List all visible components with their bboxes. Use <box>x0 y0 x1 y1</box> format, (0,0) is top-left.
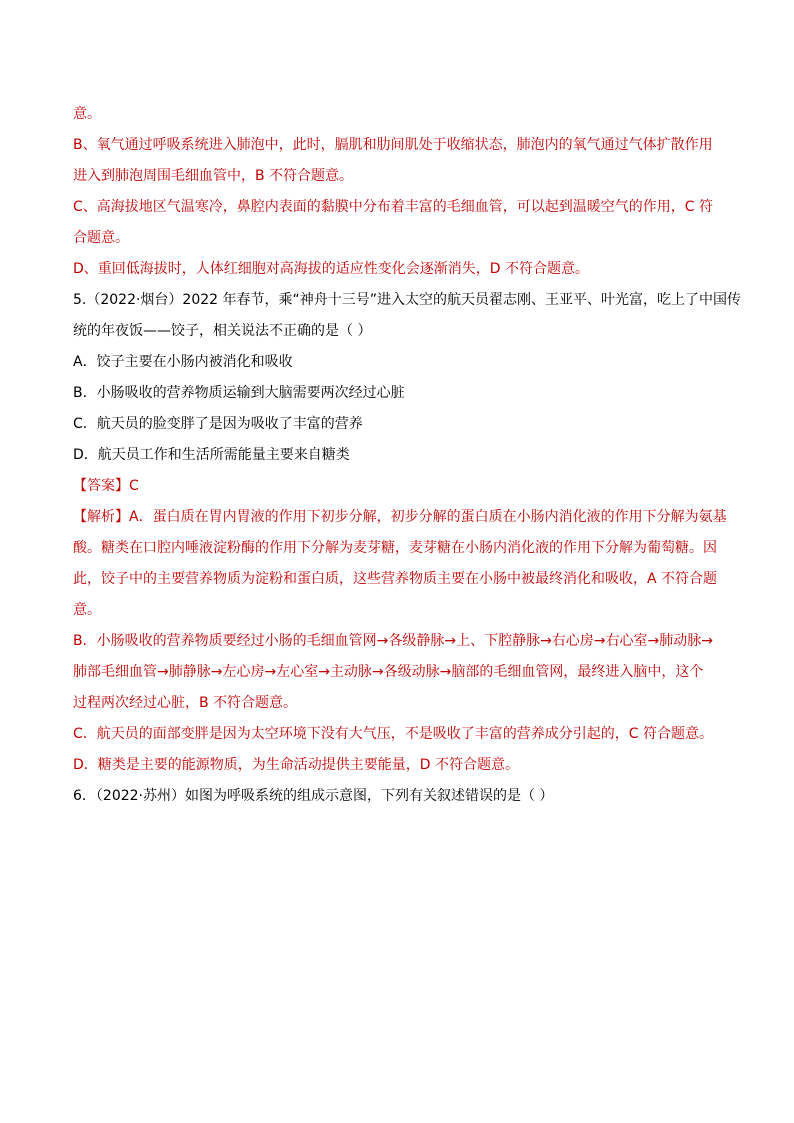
answer-line-2: B、氧气通过呼吸系统进入肺泡中，此时，膈肌和肋间肌处于收缩状态，肺泡内的氧气通过气体扩散作用 <box>73 137 713 153</box>
question-6-stem: 6．（2022·苏州）如图为呼吸系统的组成示意图，下列有关叙述错误的是（ ） <box>73 788 554 804</box>
analysis-line-9: D．糖类是主要的能源物质，为生命活动提供主要能量，D 不符合题意。 <box>73 757 520 773</box>
question-5-answer: 【答案】C <box>73 478 139 494</box>
answer-line-5: 合题意。 <box>73 230 129 246</box>
analysis-line-8: C．航天员的面部变胖是因为太空环境下没有大气压，不是吸收了丰富的营养成分引起的，C 符合题意。 <box>73 726 713 742</box>
question-5-option-b: B．小肠吸收的营养物质运输到大脑需要两次经过心脏 <box>73 385 405 401</box>
analysis-line-5: B．小肠吸收的营养物质要经过小肠的毛细血管网→各级静脉→上、下腔静脉→右心房→右心室→肺动脉→ <box>73 633 713 649</box>
answer-line-4: C、高海拔地区气温寒冷，鼻腔内表面的黏膜中分布着丰富的毛细血管，可以起到温暖空气的作用，C 符 <box>73 199 713 215</box>
analysis-line-7: 过程两次经过心脏，B 不符合题意。 <box>73 695 298 711</box>
analysis-line-1: 【解析】A．蛋白质在胃内胃液的作用下初步分解，初步分解的蛋白质在小肠内消化液的作用下分解为氨基 <box>73 509 727 525</box>
answer-line-6: D、重回低海拔时，人体红细胞对高海拔的适应性变化会逐渐消失，D 不符合题意。 <box>73 261 590 277</box>
answer-line-1: 意。 <box>73 106 101 122</box>
analysis-line-2: 酸。糖类在口腔内唾液淀粉酶的作用下分解为麦芽糖，麦芽糖在小肠内消化液的作用下分解为葡萄糖。因 <box>73 540 717 556</box>
analysis-line-6: 肺部毛细血管→肺静脉→左心房→左心室→主动脉→各级动脉→脑部的毛细血管网，最终进入脑中，这个 <box>73 664 704 680</box>
question-5-option-c: C．航天员的脸变胖了是因为吸收了丰富的营养 <box>73 416 363 432</box>
analysis-line-3: 此，饺子中的主要营养物质为淀粉和蛋白质，这些营养物质主要在小肠中被最终消化和吸收，A 不符合题 <box>73 571 718 587</box>
question-5-option-d: D．航天员工作和生活所需能量主要来自糖类 <box>73 447 350 463</box>
question-5-stem-line-1: 5.（2022·烟台）2022 年春节，乘“神舟十三号”进入太空的航天员翟志刚、王亚平、叶光富，吃上了中国传 <box>73 292 742 308</box>
analysis-line-4: 意。 <box>73 602 101 618</box>
answer-line-3: 进入到肺泡周围毛细血管中，B 不符合题意。 <box>73 168 354 184</box>
question-5-option-a: A．饺子主要在小肠内被消化和吸收 <box>73 354 293 370</box>
question-5-stem-line-2: 统的年夜饭——饺子，相关说法不正确的是（ ） <box>73 323 372 339</box>
